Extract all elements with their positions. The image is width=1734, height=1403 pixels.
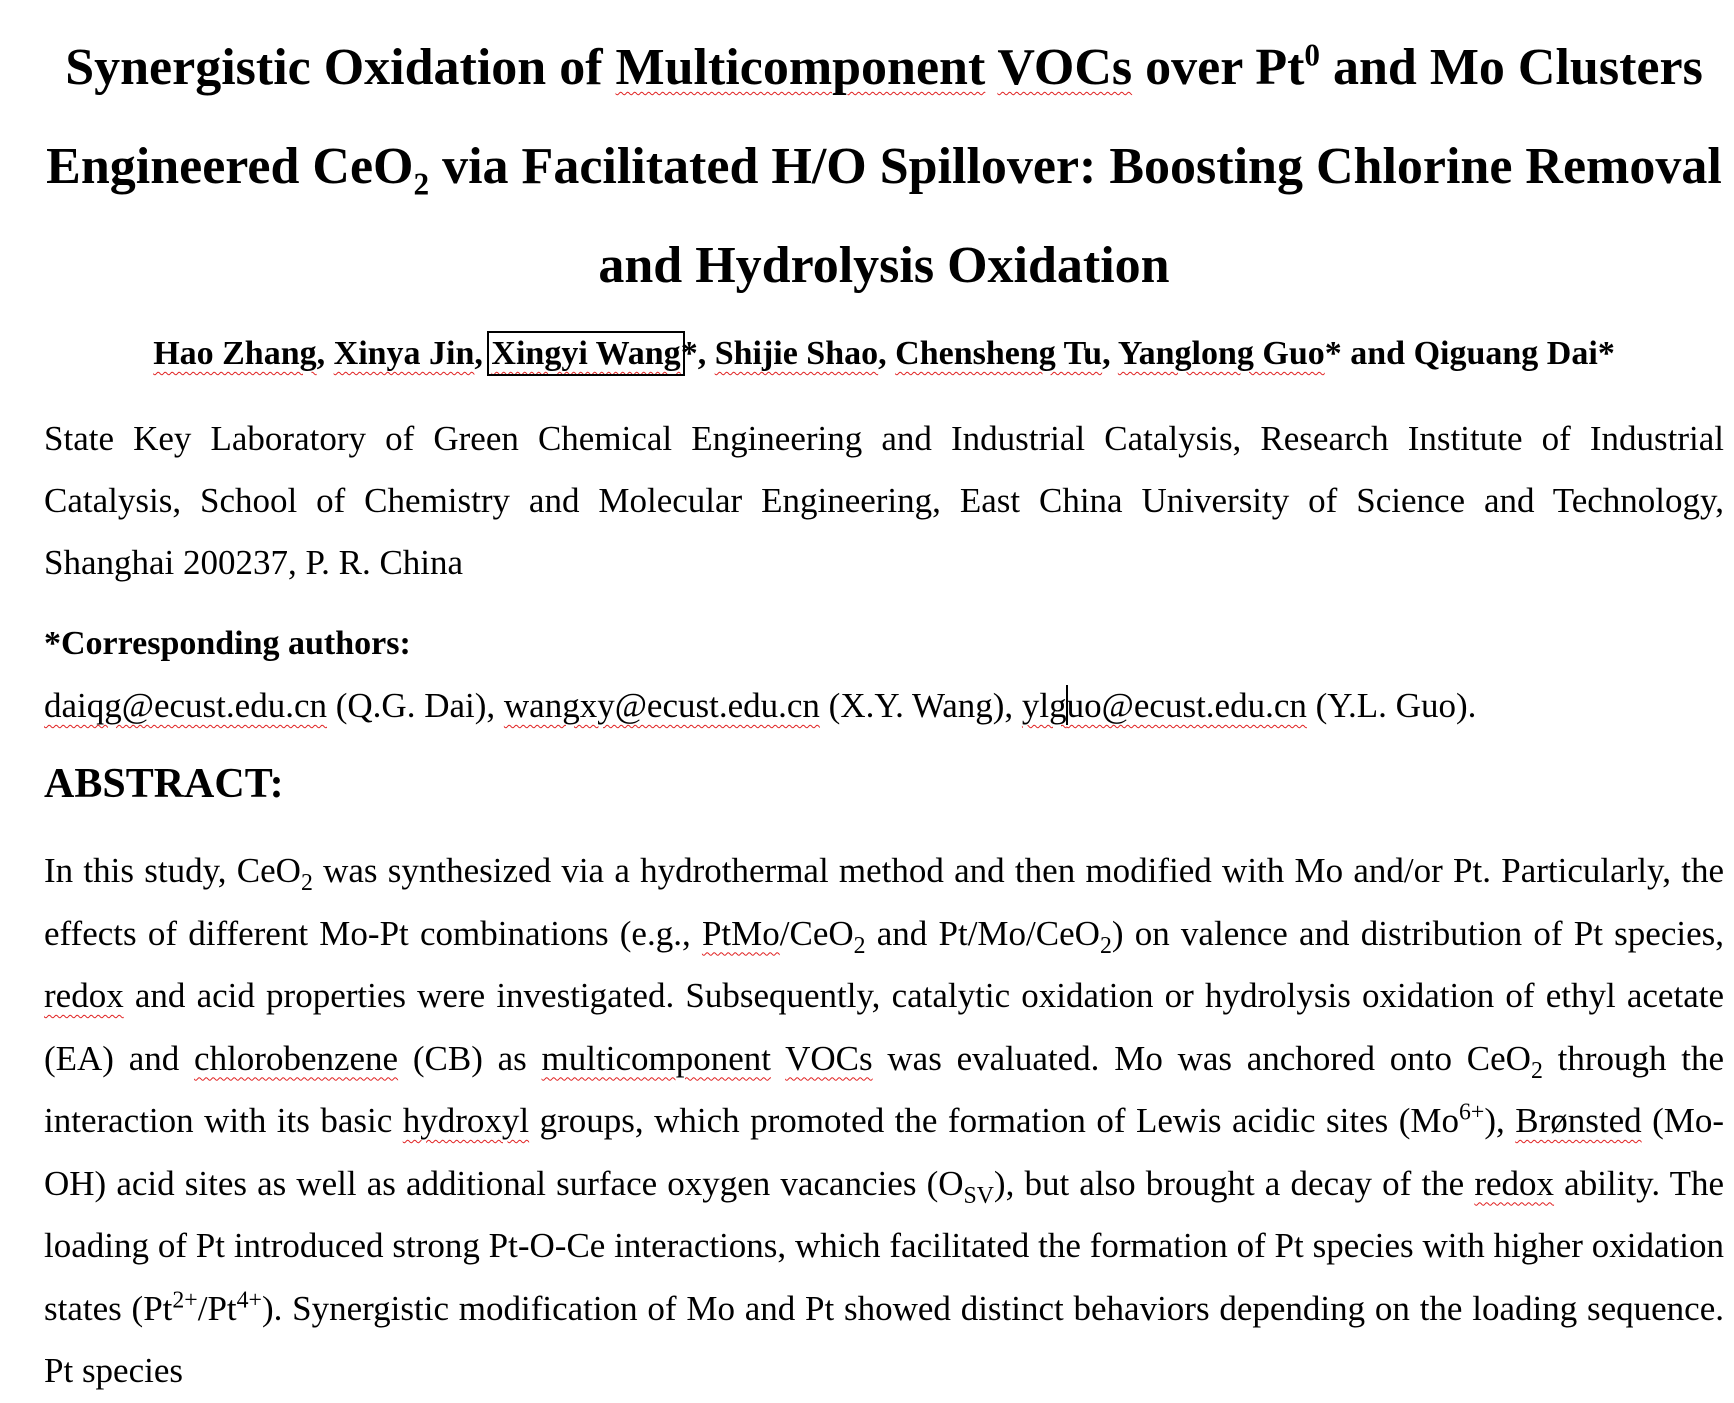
- spellcheck-word[interactable]: redox: [44, 976, 124, 1015]
- title-superscript: 0: [1304, 37, 1321, 73]
- author-separator: * and: [1324, 335, 1414, 372]
- email-address[interactable]: wangxy@ecust.edu.cn: [503, 686, 820, 725]
- abstract-heading: ABSTRACT:: [44, 761, 284, 807]
- author-name[interactable]: Hao Zhang: [153, 335, 317, 372]
- spellcheck-word[interactable]: VOCs: [785, 1038, 873, 1078]
- author-name-selected[interactable]: Xingyi Wang: [491, 335, 681, 372]
- superscript: 4+: [236, 1286, 262, 1313]
- author-name[interactable]: Xinya Jin: [333, 335, 475, 372]
- subscript: 2: [1099, 932, 1112, 959]
- title-text: [985, 39, 997, 96]
- superscript: 6+: [1459, 1099, 1485, 1126]
- author-separator: ,: [316, 335, 334, 372]
- abstract-text: groups, which promoted the formation of Lewis acidic sites (Mo: [529, 1101, 1460, 1140]
- email-address[interactable]: uo@ecust.edu.cn: [1066, 686, 1307, 725]
- spellcheck-word[interactable]: Multicomponent: [615, 39, 986, 96]
- title-text: Synergistic Oxidation of: [65, 39, 616, 96]
- abstract-text: (CB) as: [398, 1038, 542, 1078]
- author-list: [44, 328, 1724, 380]
- spellcheck-word[interactable]: chlorobenzene: [194, 1038, 399, 1078]
- abstract-text: [771, 1039, 785, 1078]
- spellcheck-word[interactable]: Brønsted: [1515, 1101, 1642, 1140]
- abstract-text: ) on valence and distribution of Pt species,: [1111, 913, 1724, 953]
- abstract-text: and Pt/Mo/CeO: [865, 913, 1100, 953]
- title-text: over Pt: [1132, 39, 1305, 96]
- corresponding-heading: *Corresponding authors:: [44, 625, 411, 662]
- abstract-text: and acid properties were investigated. Subsequently, catalytic oxidation or hydrolysis oxidation of ethyl acetate (EA) and: [44, 976, 1724, 1078]
- spellcheck-word[interactable]: multicomponent: [541, 1038, 771, 1078]
- abstract-text: ),: [1484, 1101, 1516, 1140]
- abstract-text: was synthesized via a hydrothermal method and then modified with Mo and/or Pt. Particularly, the effects of different Mo-Pt combinations (e.g.,: [44, 851, 1725, 953]
- spellcheck-word[interactable]: redox: [1474, 1163, 1555, 1203]
- superscript: 2+: [172, 1286, 198, 1313]
- title-text: via Facilitated H/O Spillover: Boosting Chlorine Removal and Hydrolysis Oxidation: [429, 138, 1722, 294]
- author-separator: *,: [680, 335, 715, 372]
- abstract-text: /CeO: [779, 913, 854, 953]
- title-text: and Mo Clusters Engineered CeO: [46, 39, 1703, 195]
- spellcheck-word[interactable]: VOCs: [997, 39, 1133, 96]
- abstract-text: through the interaction with its basic: [44, 1038, 1725, 1140]
- spellcheck-word[interactable]: PtMo: [701, 913, 780, 953]
- email-owner: (X.Y. Wang),: [819, 686, 1022, 725]
- abstract-body[interactable]: [44, 840, 1724, 1403]
- abstract-text: (Mo-OH) acid sites as well as additional surface oxygen vacancies (O: [44, 1101, 1725, 1203]
- author-separator: ,: [878, 335, 896, 372]
- email-address[interactable]: ylg: [1021, 686, 1067, 725]
- abstract-text: ability. The loading of Pt introduced strong Pt-O-Ce interactions, which facilitated the formation of Pt species with higher oxidation states (Pt: [44, 1163, 1724, 1328]
- author-name[interactable]: Chensheng Tu: [895, 335, 1103, 372]
- author-name[interactable]: Shijie Shao: [714, 335, 879, 372]
- corresponding-emails: [44, 680, 1724, 732]
- title-subscript: 2: [413, 166, 430, 202]
- paper-title: [44, 18, 1724, 315]
- subscript: 2: [1530, 1057, 1543, 1084]
- subscript: SV: [963, 1182, 994, 1209]
- author-separator: *: [1597, 335, 1615, 372]
- abstract-text: In this study, CeO: [44, 851, 301, 890]
- subscript: 2: [300, 870, 313, 896]
- email-owner: (Y.L. Guo).: [1306, 686, 1477, 725]
- abstract-text: ). Synergistic modification of Mo and Pt showed distinct behaviors depending on the loading sequence. Pt species: [44, 1288, 1725, 1390]
- author-separator: ,: [474, 335, 492, 372]
- abstract-text: was evaluated. Mo was anchored onto CeO: [872, 1038, 1531, 1078]
- author-separator: ,: [1102, 335, 1118, 372]
- subscript: 2: [853, 932, 866, 959]
- abstract-text: /Pt: [197, 1288, 237, 1328]
- spellcheck-word[interactable]: hydroxyl: [402, 1101, 530, 1140]
- author-name[interactable]: Qiguang Dai: [1413, 335, 1598, 372]
- abstract-text: ), but also brought a decay of the: [993, 1163, 1475, 1203]
- author-name[interactable]: Yanglong Guo: [1117, 335, 1325, 372]
- email-owner: (Q.G. Dai),: [326, 686, 504, 725]
- affiliation[interactable]: State Key Laboratory of Green Chemical Engineering and Industrial Catalysis, Research Institute of Industrial Catalysis, School of Chemistry and Molecular Engineering, East China University of Science and Technology, Shanghai 200237, P. R. China: [44, 419, 1724, 582]
- email-address[interactable]: daiqg@ecust.edu.cn: [44, 686, 327, 725]
